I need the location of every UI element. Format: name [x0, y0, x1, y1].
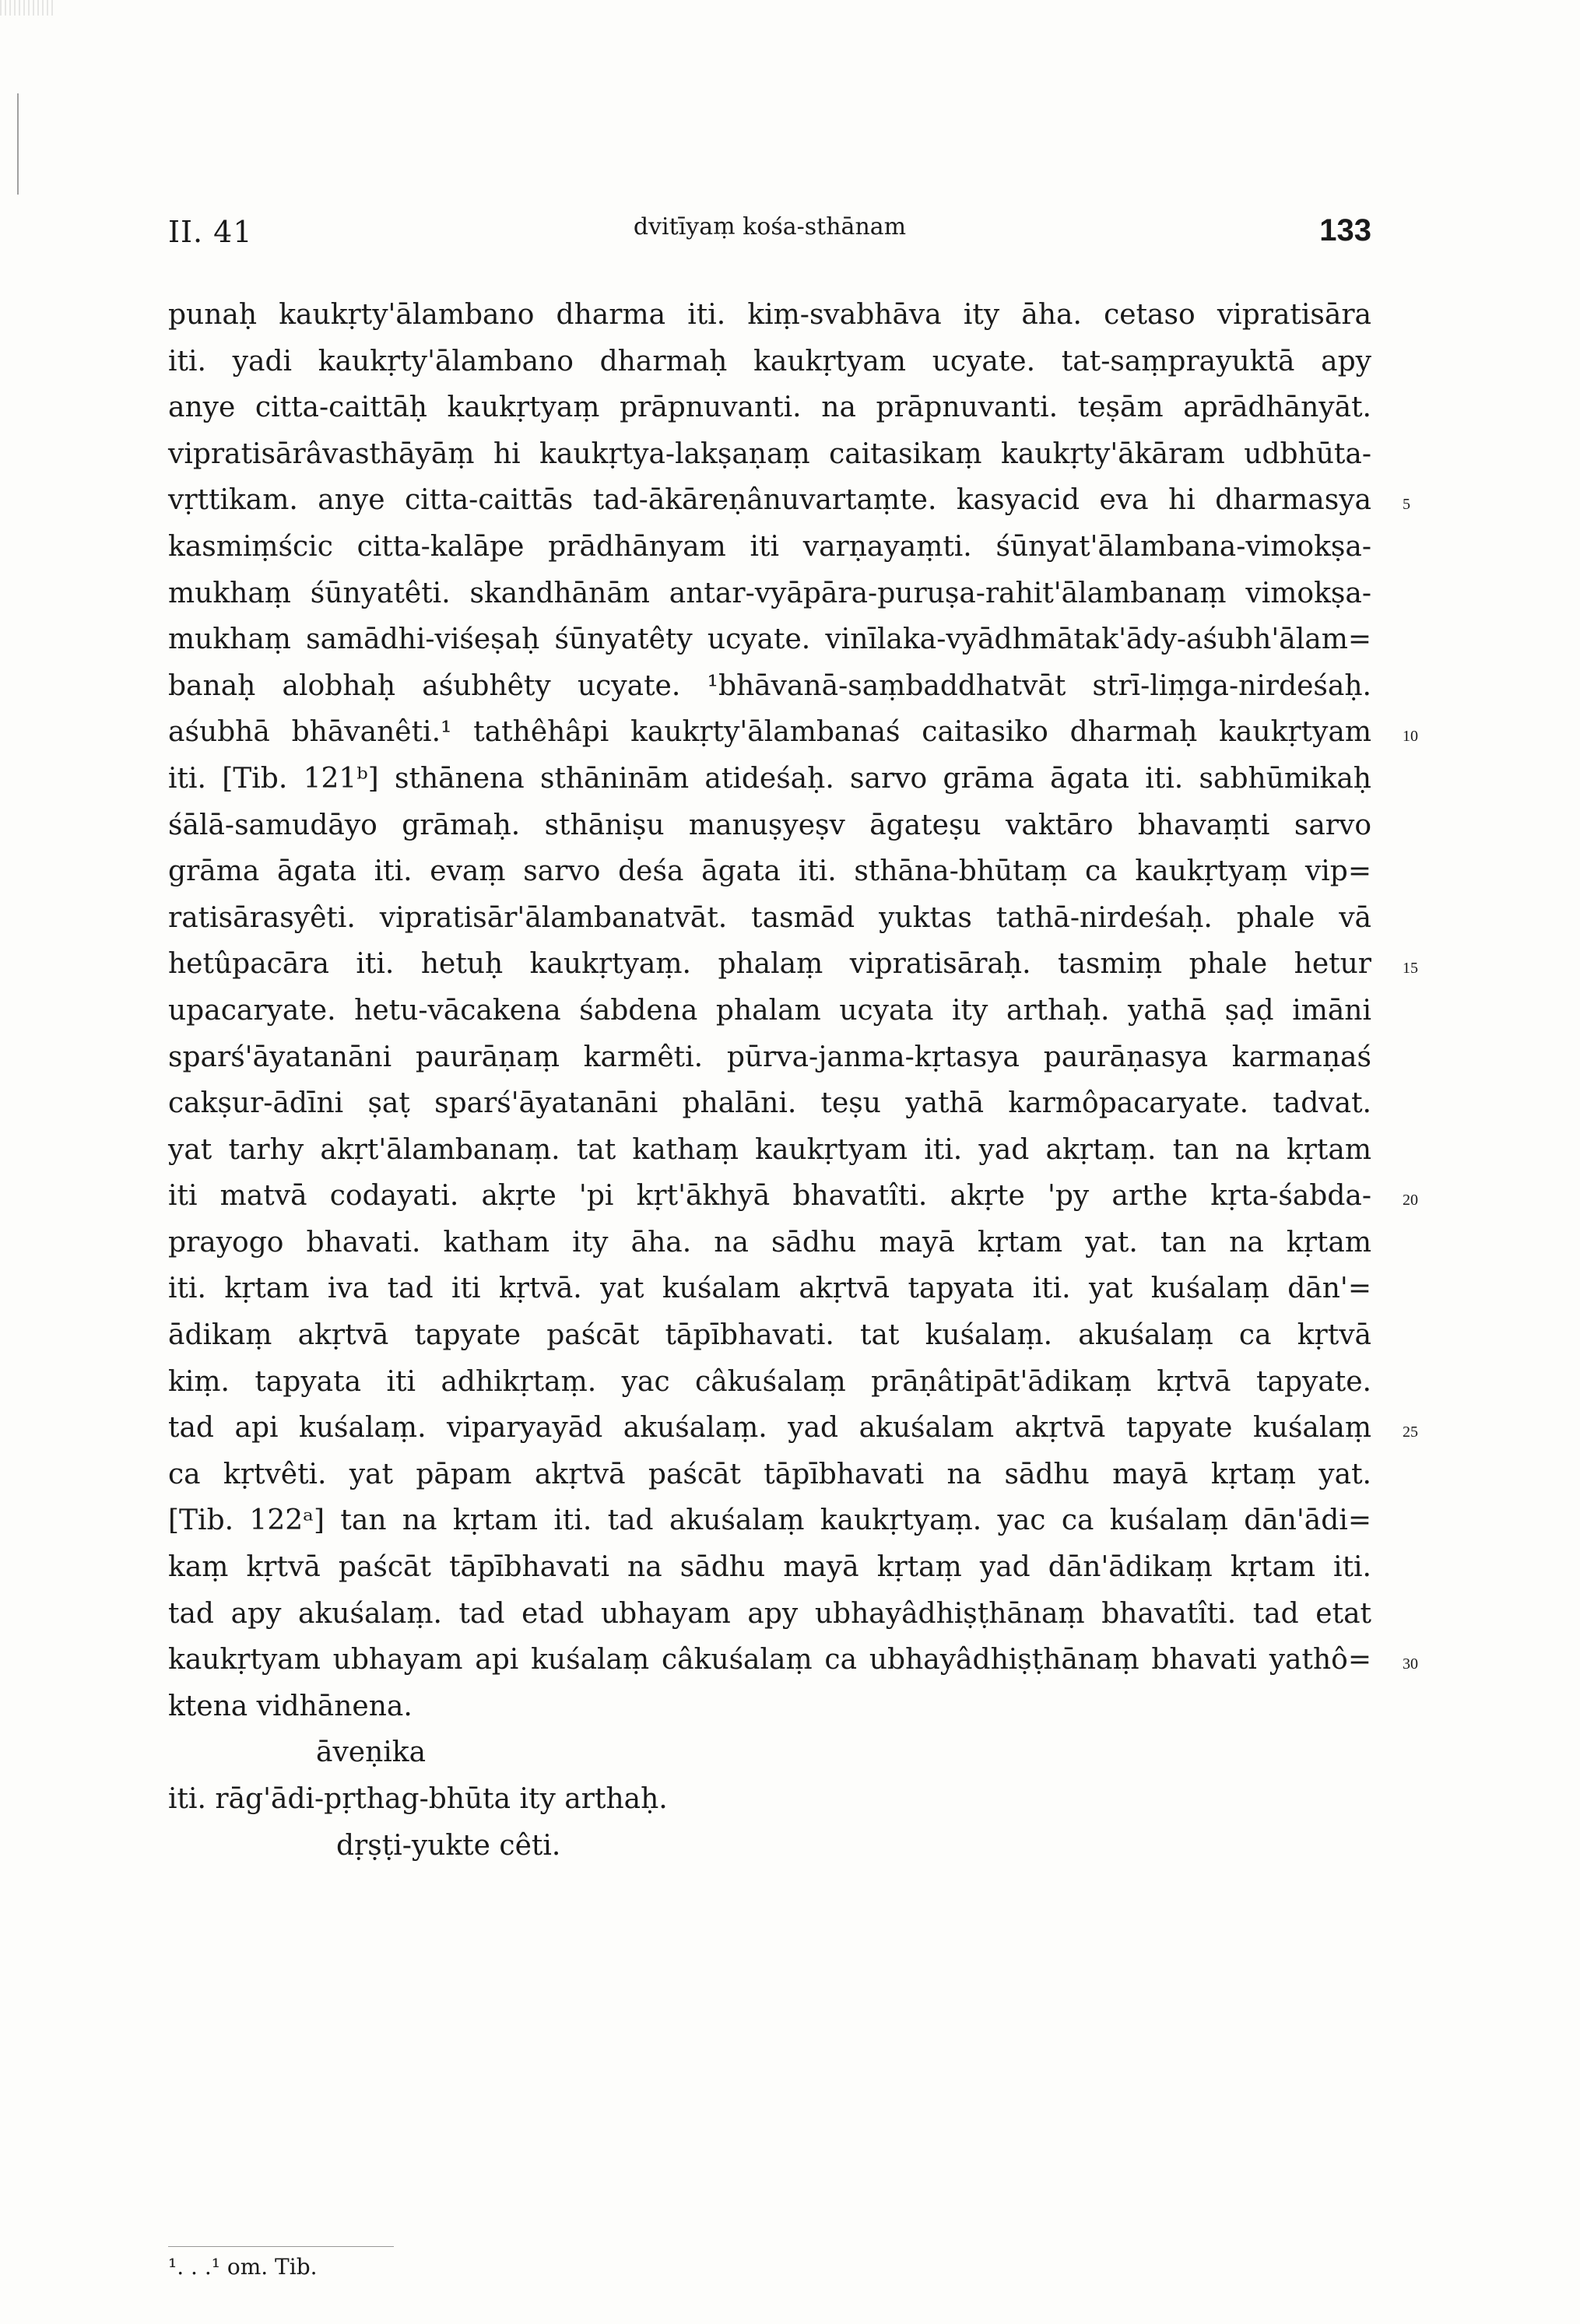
line-text: [Tib. 122ᵃ] tan na kṛtam iti. tad akuśalaṃ kaukṛtyaṃ. yac ca kuśalaṃ dān'ādi= [168, 1504, 1371, 1537]
line-text: ratisārasyêti. vipratisār'ālambanatvāt. tasmād yuktas tathā-nirdeśaḥ. phale vā [168, 901, 1371, 934]
text-line [168, 1729, 1371, 1776]
line-text: tad apy akuśalaṃ. tad etad ubhayam apy ubhayâdhiṣṭhānaṃ bhavatîti. tad etat [168, 1597, 1371, 1630]
line-text: vṛttikam. anye citta-caittās tad-ākāreṇânuvartaṃte. kasyacid eva hi dharmasya [168, 484, 1371, 517]
text-line [168, 1823, 1371, 1869]
text-line [168, 1776, 1371, 1823]
line-text: vipratisārâvasthāyāṃ hi kaukṛtya-lakṣaṇaṃ caitasikaṃ kaukṛty'ākāram udbhūta- [168, 437, 1371, 470]
page-number: 133 [1319, 213, 1371, 247]
line-text: grāma āgata iti. evaṃ sarvo deśa āgata iti. sthāna-bhūtaṃ ca kaukṛtyaṃ vip= [168, 855, 1371, 888]
line-number: 20 [1403, 1192, 1418, 1209]
text-line [168, 292, 1371, 339]
line-text: śālā-samudāyo grāmaḥ. sthāniṣu manuṣyeṣv āgateṣu vaktāro bhavaṃti sarvo [168, 809, 1371, 841]
text-line [168, 1220, 1371, 1266]
text-line [168, 1127, 1371, 1174]
scan-artifact [0, 0, 54, 16]
text-line [168, 756, 1371, 802]
line-text: prayogo bhavati. katham ity āha. na sādhu mayā kṛtam yat. tan na kṛtam [168, 1226, 1371, 1259]
running-title: dvitīyaṃ kośa-sthānam [633, 213, 907, 240]
line-text: cakṣur-ādīni ṣaṭ sparś'āyatanāni phalāni. teṣu yathā karmôpacaryate. tadvat. [168, 1087, 1371, 1120]
footnote-rule [168, 2246, 394, 2247]
binding-mark [17, 93, 19, 195]
line-text: kiṃ. tapyata iti adhikṛtaṃ. yac câkuśalaṃ prāṇâtipāt'ādikaṃ kṛtvā tapyate. [168, 1365, 1371, 1398]
text-line [168, 1637, 1418, 1683]
line-text: iti. kṛtam iva tad iti kṛtvā. yat kuśalam akṛtvā tapyata iti. yat kuśalaṃ dān'= [168, 1273, 1371, 1305]
line-text: mukhaṃ śūnyatêti. skandhānām antar-vyāpāra-puruṣa-rahit'ālambanaṃ vimokṣa- [168, 577, 1371, 609]
text-line [168, 1497, 1371, 1544]
footnote: ¹. . .¹ om. Tib. [168, 2254, 318, 2280]
line-text: yat tarhy akṛt'ālambanaṃ. tat kathaṃ kaukṛtyam iti. yad akṛtaṃ. tan na kṛtam [168, 1133, 1371, 1166]
line-text: anye citta-caittāḥ kaukṛtyaṃ prāpnuvanti. na prāpnuvanti. teṣām aprādhānyāt. [168, 391, 1371, 424]
line-number: 5 [1403, 496, 1410, 514]
text-line [168, 384, 1371, 431]
line-text: kaṃ kṛtvā paścāt tāpībhavati na sādhu mayā kṛtaṃ yad dān'ādikaṃ kṛtam iti. [168, 1551, 1371, 1584]
text-line [168, 1080, 1371, 1127]
text-line [168, 1034, 1371, 1081]
text-line [168, 431, 1371, 478]
text-line [168, 1683, 1371, 1730]
text-line [168, 477, 1410, 524]
text-line [168, 709, 1418, 756]
line-text: dṛṣṭi-yukte cêti. [336, 1829, 561, 1862]
line-text: ādikaṃ akṛtvā tapyate paścāt tāpībhavati. tat kuśalaṃ. akuśalaṃ ca kṛtvā [168, 1319, 1371, 1352]
text-line [168, 663, 1371, 710]
text-line [168, 1173, 1418, 1220]
text-line [168, 524, 1371, 570]
line-text: iti. yadi kaukṛty'ālambano dharmaḥ kaukṛtyam ucyate. tat-saṃprayuktā apy [168, 345, 1371, 377]
line-number: 30 [1403, 1655, 1418, 1673]
text-line [168, 802, 1371, 849]
line-text: sparś'āyatanāni paurāṇaṃ karmêti. pūrva-janma-kṛtasya paurāṇasya karmaṇaś [168, 1041, 1371, 1073]
line-text: iti. [Tib. 121ᵇ] sthānena sthāninām atideśaḥ. sarvo grāma āgata iti. sabhūmikaḥ [168, 762, 1371, 795]
body-text [168, 292, 1418, 1869]
line-text: hetûpacāra iti. hetuḥ kaukṛtyaṃ. phalaṃ vipratisāraḥ. tasmiṃ phale hetur [168, 948, 1371, 981]
text-line [168, 616, 1371, 663]
line-number: 15 [1403, 960, 1418, 978]
line-text: iti matvā codayati. akṛte 'pi kṛt'ākhyā bhavatîti. akṛte 'py arthe kṛta-śabda- [168, 1180, 1371, 1213]
text-line [168, 1405, 1418, 1452]
text-line [168, 1312, 1371, 1359]
line-text: banaḥ alobhaḥ aśubhêty ucyate. ¹bhāvanā-saṃbaddhatvāt strī-liṃga-nirdeśaḥ. [168, 669, 1371, 702]
line-text: iti. rāg'ādi-pṛthag-bhūta ity arthaḥ. [168, 1783, 668, 1815]
line-text: āveṇika [316, 1736, 427, 1769]
text-line [168, 1591, 1371, 1638]
line-text: kasmiṃścic citta-kalāpe prādhānyam iti varṇayaṃti. śūnyat'ālambana-vimokṣa- [168, 530, 1371, 563]
line-text: aśubhā bhāvanêti.¹ tathêhâpi kaukṛty'ālambanaś caitasiko dharmaḥ kaukṛtyam [168, 716, 1371, 749]
text-line [168, 941, 1418, 988]
text-line [168, 895, 1371, 942]
text-line [168, 988, 1371, 1034]
line-number: 25 [1403, 1424, 1418, 1441]
text-line [168, 1359, 1371, 1406]
text-line [168, 339, 1371, 385]
text-line [168, 1266, 1371, 1312]
section-reference: II. 41 [168, 215, 253, 249]
line-text: punaḥ kaukṛty'ālambano dharma iti. kiṃ-svabhāva ity āha. cetaso vipratisāra [168, 299, 1371, 331]
line-number: 10 [1403, 728, 1418, 746]
text-line [168, 1452, 1371, 1498]
line-text: ca kṛtvêti. yat pāpam akṛtvā paścāt tāpībhavati na sādhu mayā kṛtaṃ yat. [168, 1458, 1371, 1490]
line-text: upacaryate. hetu-vācakena śabdena phalam ucyata ity arthaḥ. yathā ṣaḍ imāni [168, 994, 1371, 1027]
line-text: mukhaṃ samādhi-viśeṣaḥ śūnyatêty ucyate. vinīlaka-vyādhmātak'ādy-aśubh'ālam= [168, 623, 1371, 656]
page-header [168, 209, 1371, 255]
text-line [168, 1544, 1371, 1591]
line-text: kaukṛtyam ubhayam api kuśalaṃ câkuśalaṃ ca ubhayâdhiṣṭhānaṃ bhavati yathô= [168, 1644, 1371, 1676]
line-text: tad api kuśalaṃ. viparyayād akuśalaṃ. yad akuśalam akṛtvā tapyate kuśalaṃ [168, 1412, 1371, 1445]
line-text: ktena vidhānena. [168, 1690, 413, 1722]
text-line [168, 848, 1371, 895]
text-line [168, 570, 1371, 617]
